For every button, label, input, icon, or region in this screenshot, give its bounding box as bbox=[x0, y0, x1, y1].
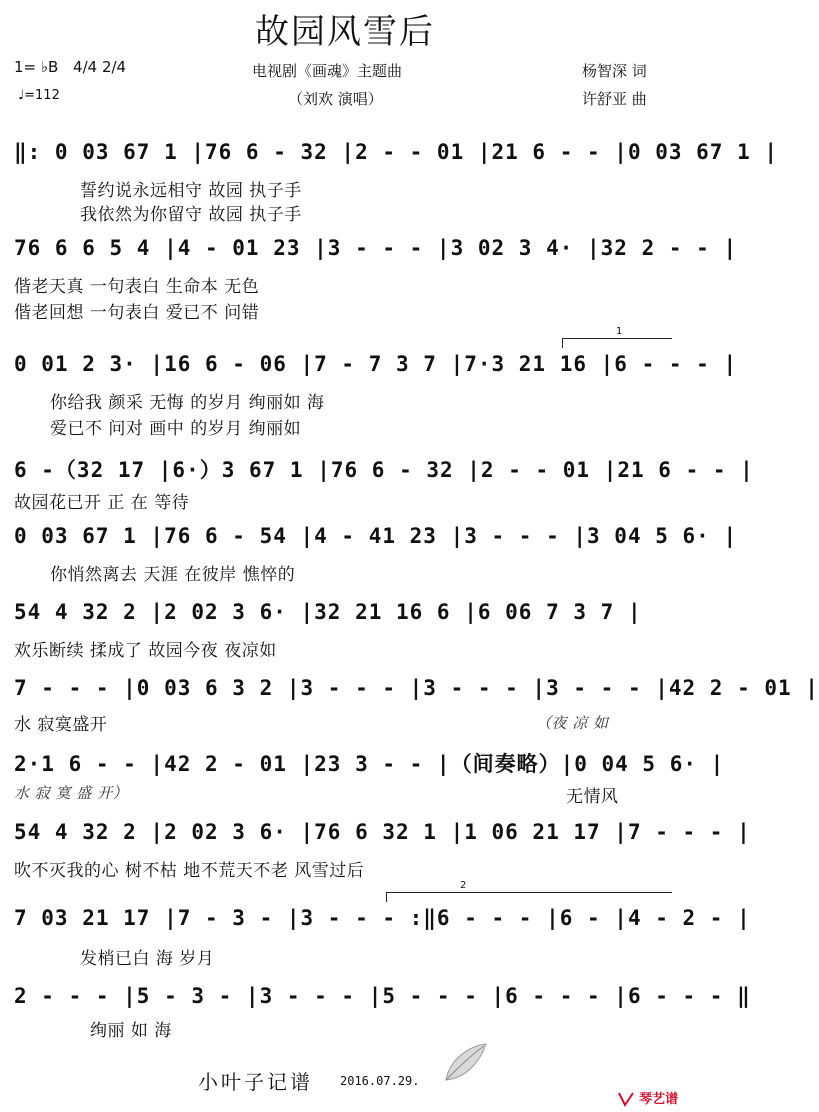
notation-line-7: 7 - - - |0 03 6 3 2 |3 - - - |3 - - - |3 - - - |42 2 - 01 | bbox=[14, 676, 819, 700]
brand-name: 琴艺谱 bbox=[639, 1092, 679, 1107]
brand-watermark bbox=[618, 1088, 678, 1107]
time-signature: 4/4 2/4 bbox=[73, 58, 127, 76]
notation-line-1: ‖: 0 03 67 1 |76 6 - 32 |2 - - 01 |21 6 - - |0 03 67 1 | bbox=[14, 140, 779, 164]
lyrics-line-7b: （夜 凉 如 bbox=[536, 714, 609, 732]
leaf-icon bbox=[440, 1040, 490, 1088]
lyrics-line-1b: 我依然为你留守 故园 执子手 bbox=[80, 205, 302, 225]
transcriber-signature: 小叶子记谱 bbox=[198, 1070, 313, 1094]
lyrics-line-8b: 无情风 bbox=[566, 787, 619, 807]
composer-credit: 许舒亚 曲 bbox=[582, 90, 647, 108]
notation-line-10: 7 03 21 17 |7 - 3 - |3 - - - :‖6 - - - |6 - |4 - 2 - | bbox=[14, 906, 751, 930]
notation-line-2: 76 6 6 5 4 |4 - 01 23 |3 - - - |3 02 3 4· |32 2 - - | bbox=[14, 236, 738, 260]
lyrics-line-3a: 你给我 颜采 无悔 的岁月 绚丽如 海 bbox=[50, 393, 325, 413]
singer-credit: （刘欢 演唱） bbox=[288, 90, 383, 108]
lyrics-line-9: 吹不灭我的心 树不枯 地不荒天不老 风雪过后 bbox=[14, 861, 365, 881]
volta-mark-2 bbox=[386, 892, 387, 902]
notation-line-8: 2·1 6 - - |42 2 - 01 |23 3 - - |（间奏略）|0 04 5 6· | bbox=[14, 752, 725, 776]
key-signature bbox=[14, 58, 126, 76]
lyrics-line-8a: 水 寂 寞 盛 开） bbox=[14, 784, 129, 802]
lyrics-line-10: 发梢已白 海 岁月 bbox=[80, 949, 215, 969]
notation-line-9: 54 4 32 2 |2 02 3 6· |76 6 32 1 |1 06 21 17 |7 - - - | bbox=[14, 820, 751, 844]
lyricist-credit: 杨智深 词 bbox=[582, 62, 647, 80]
lyrics-line-6: 欢乐断续 揉成了 故园今夜 夜凉如 bbox=[14, 641, 277, 661]
volta-number-1: 1 bbox=[616, 326, 623, 337]
lyrics-line-2a: 偕老天真 一句表白 生命本 无色 bbox=[14, 277, 260, 297]
lyrics-line-11: 绚丽 如 海 bbox=[90, 1021, 172, 1041]
volta-number-2: 2 bbox=[460, 880, 467, 891]
lyrics-line-1a: 誓约说永远相守 故园 执子手 bbox=[80, 181, 302, 201]
brand-logo-icon bbox=[618, 1092, 634, 1106]
key-label: 1= ♭B bbox=[14, 58, 59, 76]
lyrics-line-3b: 爱已不 问对 画中 的岁月 绚丽如 bbox=[50, 419, 302, 439]
transcription-date: 2016.07.29. bbox=[340, 1074, 420, 1088]
volta-bracket-2 bbox=[386, 892, 672, 893]
notation-line-6: 54 4 32 2 |2 02 3 6· |32 21 16 6 |6 06 7 3 7 | bbox=[14, 600, 642, 624]
volta-bracket-1 bbox=[562, 338, 672, 339]
song-title: 故园风雪后 bbox=[255, 12, 435, 52]
volta-mark-1 bbox=[562, 338, 563, 348]
notation-line-3: 0 01 2 3· |16 6 - 06 |7 - 7 3 7 |7·3 21 16 |6 - - - | bbox=[14, 352, 738, 376]
notation-line-11: 2 - - - |5 - 3 - |3 - - - |5 - - - |6 - - - |6 - - - ‖ bbox=[14, 984, 751, 1008]
subtitle: 电视剧《画魂》主题曲 bbox=[252, 62, 403, 80]
notation-line-4: 6 -（32 17 |6·）3 67 1 |76 6 - 32 |2 - - 01 |21 6 - - | bbox=[14, 458, 754, 482]
lyrics-line-2b: 偕老回想 一句表白 爱已不 问错 bbox=[14, 303, 260, 323]
notation-line-5: 0 03 67 1 |76 6 - 54 |4 - 41 23 |3 - - - |3 04 5 6· | bbox=[14, 524, 738, 548]
tempo-marking: ♩=112 bbox=[18, 88, 60, 103]
lyrics-line-4: 故园花已开 正 在 等待 bbox=[14, 493, 190, 513]
lyrics-line-5: 你悄然离去 天涯 在彼岸 憔悴的 bbox=[50, 565, 296, 585]
lyrics-line-7a: 水 寂寞盛开 bbox=[14, 715, 108, 735]
